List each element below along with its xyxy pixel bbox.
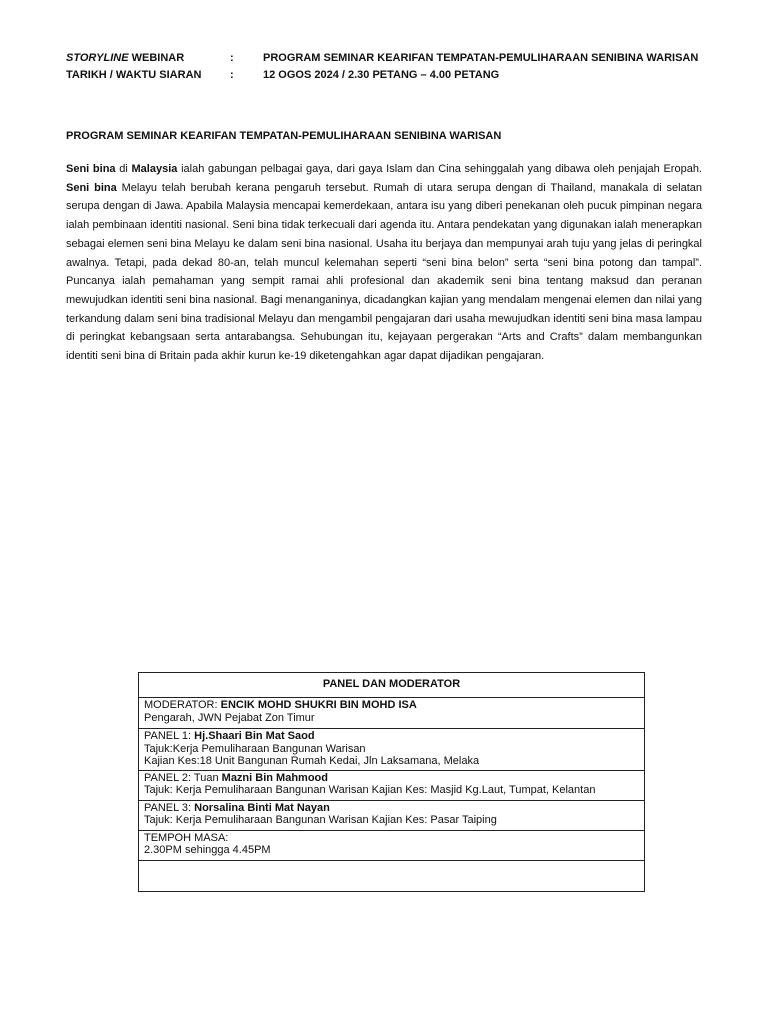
panel1-cell (139, 729, 645, 771)
table-row (139, 830, 645, 860)
panel2-label: PANEL 2: Tuan (144, 771, 222, 784)
paragraph-text: di (115, 163, 132, 175)
table-row (139, 800, 645, 830)
header-value-date: 12 OGOS 2024 / 2.30 PETANG – 4.00 PETANG (263, 69, 500, 81)
duration-cell (139, 830, 645, 860)
panel1-topic: Tajuk:Kerja Pemuliharaan Bangunan Warisan (144, 742, 366, 755)
duration-label: TEMPOH MASA: (144, 831, 229, 844)
panel3-label: PANEL 3: (144, 801, 195, 814)
panel2-topic: Tajuk: Kerja Pemuliharaan Bangunan Warisan Kajian Kes: Masjid Kg.Laut, Tumpat, Kelantan (144, 784, 596, 796)
paragraph-text: ialah gabungan pelbagai gaya, dari gaya Islam dan Cina sehinggalah yang dibawa oleh penjajah Eropah. (177, 163, 702, 175)
panel3-name: Norsalina Binti Mat Nayan (194, 801, 330, 814)
panel2-name: Mazni Bin Mahmood (221, 771, 328, 784)
panel1-label: PANEL 1: (144, 730, 195, 742)
header-colon: : (230, 52, 234, 64)
section-title: PROGRAM SEMINAR KEARIFAN TEMPATAN-PEMULIHARAAN SENIBINA WARISAN (66, 130, 502, 142)
bold-term: Seni bina (66, 163, 116, 175)
table-heading: PANEL DAN MODERATOR (139, 673, 645, 698)
panel3-cell (139, 800, 645, 830)
paragraph-text: Melayu telah berubah kerana pengaruh tersebut. Rumah di utara serupa dengan di Thailand, manakala di selatan serupa dengan di Jawa. Apabila Malaysia mencapai kemerdekaan, antara isu yang diberi penekanan oleh pucuk pimpinan negara ialah pembinaan identiti nasional. Seni bina tidak terkecuali dari agenda itu. Antara pendekatan yang digunakan ialah menerapkan sebagai elemen seni bina Melayu ke dalam seni bina nasional. Usaha itu berjaya dan mempunyai arah tuju yang jelas di peringkal awalnya. Tetapi, pada dekad 80-an, telah muncul kelemahan seperti “seni bina belon” serta “seni bina potong dan tampal”. Puncanya ialah pemahaman yang sempit ramai ahli profesional dan akademik seni bina tentang maksud dan peranan mewujudkan identiti seni bina nasional. Bagi menanganinya, dicadangkan kajian yang mendalam mengenai elemen dan nilai yang terkandung dalam seni bina tradisional Melayu dan mengambil pengajaran dari usaha mewujudkan identiti seni bina masa lampau di peringkat kebangsaan serta antarabangsa. Sehubungan itu, kejayaan pergerakan “Arts and Crafts” dalam membangunkan identiti seni bina di Britain pada akhir kurun ke-19 diketengahkan agar dapat dijadikan pengajaran. (66, 181, 702, 363)
header-colon: : (230, 69, 234, 81)
duration-value: 2.30PM sehingga 4.45PM (144, 844, 271, 856)
storyline-word: STORYLINE (66, 52, 129, 64)
panel2-cell (139, 770, 645, 800)
moderator-name: ENCIK MOHD SHUKRI BIN MOHD ISA (220, 699, 417, 711)
header-value-program: PROGRAM SEMINAR KEARIFAN TEMPATAN-PEMULIHARAAN SENIBINA WARISAN (263, 52, 699, 64)
bold-term: Seni bina (66, 181, 117, 194)
webinar-word: WEBINAR (128, 52, 185, 64)
empty-cell (139, 860, 645, 891)
moderator-role: Pengarah, JWN Pejabat Zon Timur (144, 711, 315, 724)
moderator-label: MODERATOR: (144, 699, 221, 711)
table-row (139, 698, 645, 729)
table-row (139, 860, 645, 891)
header-label-webinar (66, 51, 184, 65)
panel-table (138, 672, 645, 892)
table-row (139, 673, 645, 698)
panel3-topic: Tajuk: Kerja Pemuliharaan Bangunan Warisan Kajian Kes: Pasar Taiping (144, 814, 497, 826)
moderator-cell (139, 698, 645, 729)
bold-term: Malaysia (131, 163, 178, 175)
table-row (139, 729, 645, 771)
panel1-case: Kajian Kes:18 Unit Bangunan Rumah Kedai, Jln Laksamana, Melaka (144, 755, 480, 767)
table-row (139, 770, 645, 800)
header-label-date: TARIKH / WAKTU SIARAN (66, 69, 202, 81)
body-paragraph (66, 160, 702, 366)
panel1-name: Hj.Shaari Bin Mat Saod (194, 730, 315, 742)
